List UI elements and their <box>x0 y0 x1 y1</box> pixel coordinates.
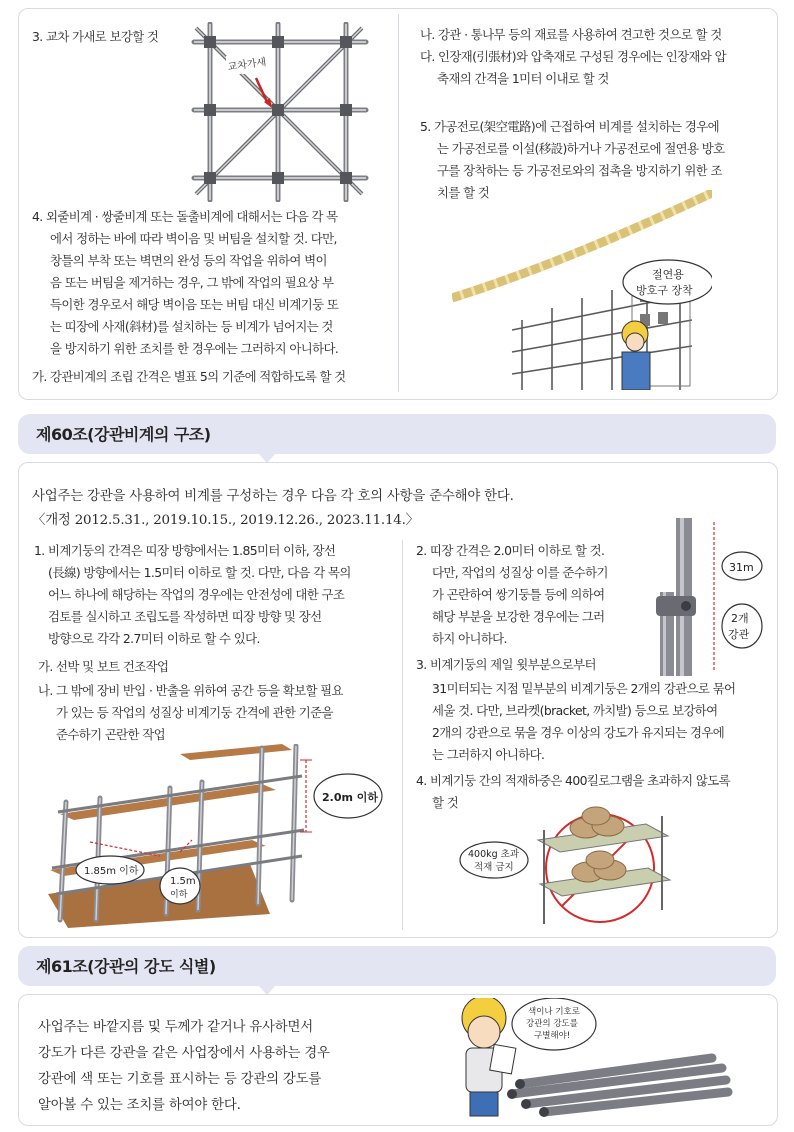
item-na-text: 나. 강관 · 통나무 등의 재료를 사용하여 견고한 것으로 할 것 <box>420 27 722 42</box>
double-pipe-figure <box>640 514 770 678</box>
article-60-intro: 사업주는 강관을 사용하여 비계를 구성하는 경우 다음 각 호의 사항을 준수해야 한다. <box>32 489 514 504</box>
article-61-header <box>18 946 776 986</box>
depth-limit-label-bottom: 이하 <box>170 890 188 900</box>
load-label-line1: 400kg 초과 <box>468 849 520 860</box>
scaffold-spacing-figure <box>30 744 390 928</box>
height-limit-label: 2.0m 이하 <box>322 791 379 804</box>
power-line-figure <box>452 190 712 390</box>
article-60-revision: 〈개정 2012.5.31., 2019.10.15., 2019.12.26., 2023.11.14.〉 <box>32 513 419 528</box>
id-bubble-line1: 색이나 기호로 <box>528 1007 580 1017</box>
cross-brace-label: 교차가새 <box>227 56 267 74</box>
id-bubble-line3: 구별해야! <box>534 1031 571 1041</box>
cross-bracing-figure <box>190 22 370 202</box>
load-label-line2: 적재 금지 <box>474 862 514 873</box>
pipe-pair-label-bottom: 강관 <box>728 628 750 641</box>
insulation-bubble-line2: 방호구 장착 <box>636 284 693 297</box>
insulation-bubble-line1: 절연용 <box>652 268 684 281</box>
article-60-header <box>18 414 776 454</box>
top-column-divider <box>398 14 399 392</box>
id-bubble-line2: 강관의 강도를 <box>526 1019 578 1029</box>
article-60-title: 제60조(강관비계의 구조) <box>36 425 211 444</box>
pipe-stack-figure <box>450 998 734 1122</box>
article-60-sub-ga: 가. 선박 및 보트 건조작업 <box>38 659 169 674</box>
item-3-text: 3. 교차 가새로 보강할 것 <box>32 29 159 44</box>
item-ga-text: 가. 강관비계의 조립 간격은 별표 5의 기준에 적합하도록 할 것 <box>32 369 346 384</box>
pipe-pair-label-top: 2개 <box>731 612 749 625</box>
width-limit-label: 1.85m 이하 <box>84 866 139 877</box>
pipe-height-label: 31m <box>729 561 754 574</box>
load-limit-figure <box>456 800 686 930</box>
depth-limit-label-top: 1.5m <box>170 876 196 887</box>
article-60-column-divider <box>402 540 403 930</box>
article-61-title: 제61조(강관의 강도 식별) <box>36 957 216 976</box>
